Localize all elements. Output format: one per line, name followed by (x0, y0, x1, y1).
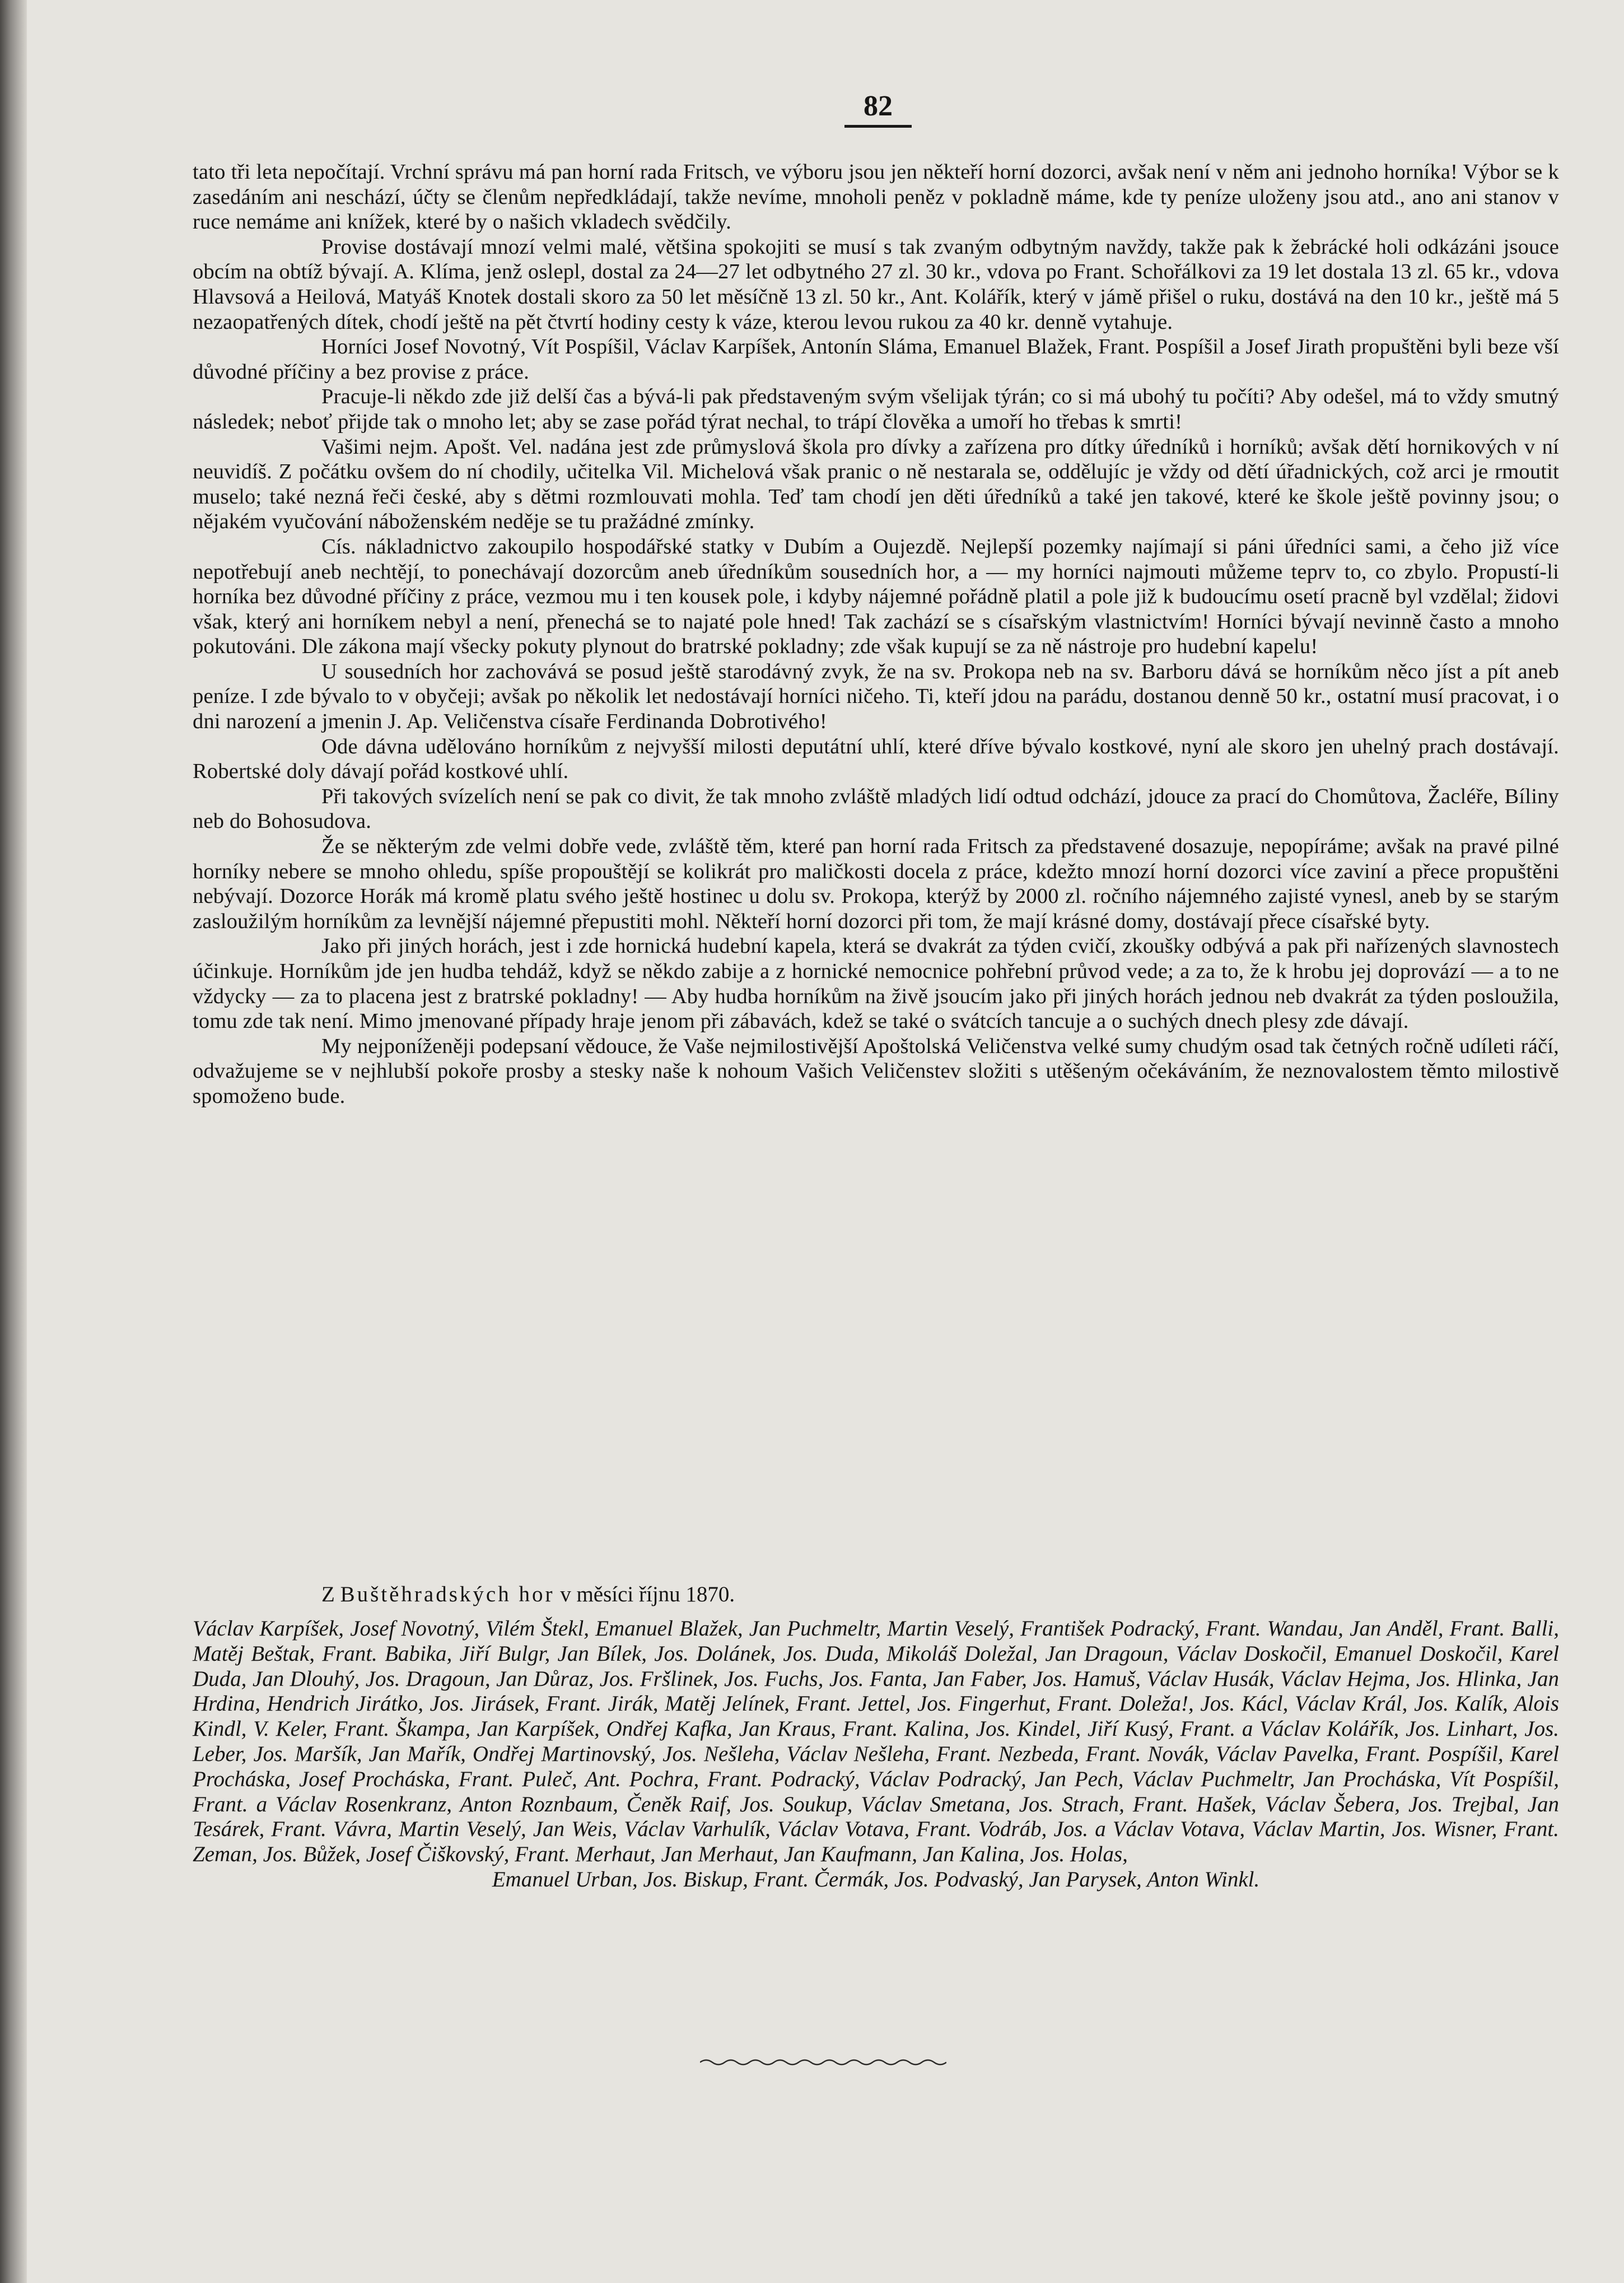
paragraph-1: tato tři leta nepočítají. Vrchní správu má pan horní rada Fritsch, ve výboru jsou jen někteří horní dozorci, avšak není v něm ani jednoho horníka! Výbor se k zasedáním ani neschází, účty se členům nepředkládají, takže nevíme, mnoholi peněz v pokladně máme, kde ty peníze uloženy jsou atd., ano ani stanov v ruce nemáme ani knížek, které by o našich vkladech svědčily. (193, 160, 1559, 234)
paragraph-6: Cís. nákladnictvo zakoupilo hospodářské statky v Dubím a Oujezdě. Nejlepší pozemky najímají si páni úředníci sami, a čeho již více nepotřebují aneb nechtějí, to ponechávají dozorcům aneb úředníkům sousedních hor, a — my horníci najmouti můžeme teprv to, co zbylo. Propustí-li horníka bez důvodné příčiny z práce, vezmou mu i ten kousek pole, i kdyby nájemné pořádně platil a pole již k budoucímu osetí pracně byl vzdělal; židovi však, který ani horníkem nebyl a není, přenechá se to najaté pole hned! Tak zachází se s císařským vlastnictvím! Horníci bývají nevinně často a mnoho pokutováni. Dle zákona mají všecky pokuty plynout do bratrské pokladny; zde však kupují se za ně nástroje pro hudební kapelu! (193, 534, 1559, 659)
signature-last-line: Emanuel Urban, Jos. Biskup, Frant. Čermák, Jos. Podvaský, Jan Parysek, Anton Winkl. (492, 1867, 1260, 1891)
paragraph-5: Vašimi nejm. Apošt. Vel. nadána jest zde průmyslová škola pro dívky a zařízena pro dítky úředníků i horníků; avšak dětí hornikových v ní neuvidíš. Z počátku ovšem do ní chodily, učitelka Vil. Michelová však pranic o ně nestarala se, oddělujíc je vždy od dětí úřadnických, což arci je rmoutit muselo; také nezná řeči české, aby s dětmi rozmlouvati mohla. Teď tam chodí jen děti úředníků a také jen takové, které ke škole ještě povinny jsou; o nějakém vyučování náboženském neděje se tu pražádné zmínky. (193, 435, 1559, 534)
paragraph-8: Ode dávna udělováno horníkům z nejvyšší milosti deputátní uhlí, které dříve bývalo kostkové, nyní ale skoro jen uhelný prach dostávají. Robertské doly dávají pořád kostkové uhlí. (193, 734, 1559, 784)
dateline-date: v měsíci říjnu 1870. (560, 1582, 735, 1606)
paragraph-7: U sousedních hor zachovává se posud ještě starodávný zvyk, že na sv. Prokopa neb na sv. Barboru dává se horníkům něco jíst a pít aneb peníze. I zde bývalo to v obyčeji; avšak po několik let nedostávají horníci ničeho. Ti, kteří jdou na parádu, dostanou denně 50 kr., ostatní musí pracovat, i o dni narození a jmenin J. Ap. Veličenstva císaře Ferdinanda Dobrotivého! (193, 659, 1559, 734)
paragraph-10: Že se některým zde velmi dobře vede, zvláště těm, které pan horní rada Fritsch za představené dosazuje, nepopíráme; avšak na pravé pilné horníky nebere se mnoho ohledu, spíše propouštějí se kolikrát pro maličkosti docela z práce, kdežto mnozí horní dozorci více zaviní a přece propuštěni nebývají. Dozorce Horák má kromě platu svého ještě hostinec u dolu sv. Prokopa, kterýž by 2000 zl. ročního nájemného zajisté vynesl, aneb by se starým zasloužilým horníkům za levnější nájemné přepustiti mohl. Někteří horní dozorci při tom, že mají krásné domy, dostávají přece císařské byty. (193, 835, 1559, 933)
dateline (321, 1582, 1553, 1607)
signatures-block (193, 1616, 1559, 1893)
dateline-place: Buštěhradských hor (340, 1582, 555, 1606)
page-number: 82 (844, 90, 912, 128)
paragraph-9: Při takových svízelích není se pak co divit, že tak mnoho zvláště mladých lidí odtud odchází, jdouce za prací do Chomůtova, Žacléře, Bíliny neb do Bohosudova. (193, 784, 1559, 833)
paragraph-3: Horníci Josef Novotný, Vít Pospíšil, Václav Karpíšek, Antonín Sláma, Emanuel Blažek, Frant. Pospíšil a Josef Jirath propuštěni byli beze vší důvodné příčiny a bez provise z práce. (193, 335, 1559, 384)
paragraph-4: Pracuje-li někdo zde již delší čas a bývá-li pak představeným svým všelijak týrán; co si má ubohý tu počíti? Aby odešel, má to vždy smutný následek; neboť přijde tak o mnoho let; aby se zase pořád týrat nechal, to trápí člověka a umoří ho třebas k smrti! (193, 385, 1559, 434)
closing-flourish-ornament (700, 2057, 946, 2068)
page-binding-edge (0, 0, 27, 2283)
paragraph-2: Provise dostávají mnozí velmi malé, většina spokojiti se musí s tak zvaným odbytným navždy, takže pak k žebrácké holi odkázáni jsouce obcím na obtíž bývají. A. Klíma, jenž oslepl, dostal za 24—27 let odbytného 27 zl. 30 kr., vdova po Frant. Schořálkovi za 19 let dostala 13 zl. 65 kr., vdova Hlavsová a Heilová, Matyáš Knotek dostali skoro za 50 let měsíčně 13 zl. 50 kr., Ant. Kolářík, který v jámě přišel o ruku, dostává na den 10 kr., ještě má 5 nezaopatřených dítek, chodí ještě na pět čtvrtí hodiny cesty k váze, kterou levou rukou za 40 kr. denně vytahuje. (193, 235, 1559, 334)
signature-names: Václav Karpíšek, Josef Novotný, Vilém Štekl, Emanuel Blažek, Jan Puchmeltr, Martin Veselý, František Podracký, Frant. Wandau, Jan Anděl, Frant. Balli, Matěj Beštak, Frant. Babika, Jiří Bulgr, Jan Bílek, Jos. Dolánek, Jos. Duda, Mikoláš Doležal, Jan Dragoun, Václav Doskočil, Emanuel Doskočil, Karel Duda, Jan Dlouhý, Jos. Dragoun, Jan Důraz, Jos. Fršlinek, Jos. Fuchs, Jos. Fanta, Jan Faber, Jos. Hamuš, Václav Husák, Václav Hejma, Jos. Hlinka, Jan Hrdina, Hendrich Jirátko, Jos. Jirásek, Frant. Jirák, Matěj Jelínek, Frant. Jettel, Jos. Fingerhut, Frant. Doleža!, Jos. Kácl, Václav Král, Jos. Kalík, Alois Kindl, V. Keler, Frant. Škampa, Jan Karpíšek, Ondřej Kafka, Jan Kraus, Frant. Kalina, Jos. Kindel, Jiří Kusý, Frant. a Václav Kolářík, Jos. Linhart, Jos. Leber, Jos. Maršík, Jan Mařík, Ondřej Martinovský, Jos. Nešleha, Václav Nešleha, Frant. Nezbeda, Frant. Novák, Václav Pavelka, Frant. Pospíšil, Karel Procháska, Josef Procháska, Frant. Puleč, Ant. Pochra, Frant. Podracký, Václav Podracký, Jan Pech, Václav Puchmeltr, Jan Procháska, Vít Pospíšil, Frant. a Václav Rosenkranz, Anton Roznbaum, Čeněk Raif, Jos. Soukup, Václav Smetana, Jos. Strach, Frant. Hašek, Václav Šebera, Jos. Trejbal, Jan Tesárek, Frant. Vávra, Martin Veselý, Jan Weis, Václav Varhulík, Václav Votava, Frant. Vodráb, Jos. a Václav Votava, Václav Martin, Jos. Wisner, Frant. Zeman, Jos. Bůžek, Josef Čiškovský, Frant. Merhaut, Jan Merhaut, Jan Kaufmann, Jan Kalina, Jos. Holas, (193, 1616, 1559, 1867)
dateline-prefix: Z (321, 1582, 335, 1606)
paragraph-11: Jako při jiných horách, jest i zde hornická hudební kapela, která se dvakrát za týden cvičí, zkoušky odbývá a pak při nařízených slavnostech účinkuje. Horníkům jde jen hudba tehdáž, když se někdo zabije a z hornické nemocnice pohřební průvod vede; a za to, že k hrobu jej doprovází — a to ne vždycky — za to placena jest z bratrské pokladny! — Aby hudba horníkům na živě jsoucím jako při jiných horách jednou neb dvakrát za týden posloužila, tomu zde tak není. Mimo jmenované případy hraje jenom při zábavách, kdež se také o svátcích tancuje a o suchých dnech plesy zde dávají. (193, 934, 1559, 1033)
paragraph-12: My nejponíženěji podepsaní vědouce, že Vaše nejmilostivější Apoštolská Veličenstva velké sumy chudým osad tak četných ročně udíleti ráčí, odvažujeme se v nejhlubší pokoře prosby a stesky naše k nohoum Vašich Veličenstev složiti s utěšeným očekáváním, že neznovalostem těmto milostivě spomoženo bude. (193, 1034, 1559, 1108)
body-text (193, 160, 1559, 1109)
